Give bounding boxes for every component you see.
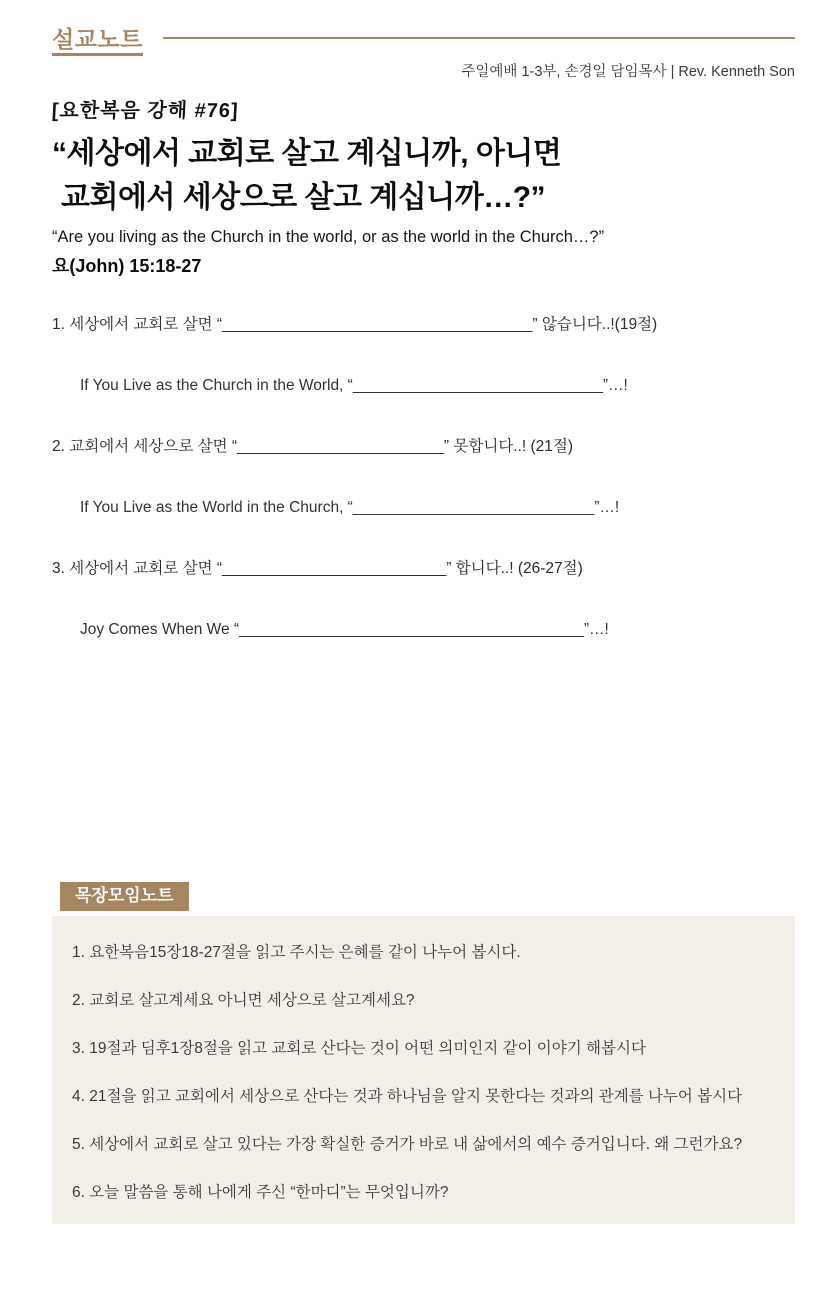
header-divider-rule: [163, 37, 795, 39]
group-question-4: 4. 21절을 읽고 교회에서 세상으로 산다는 것과 하나님을 알지 못한다는 것과의 관계를 나누어 봅시다: [72, 1088, 743, 1105]
group-notes-badge: 목장모임노트: [60, 882, 189, 911]
page-header: [52, 26, 795, 56]
outline-point-2-en: If You Live as the World in the Church, “____________________________”…!: [80, 499, 620, 516]
page-content: [52, 26, 795, 1224]
sermon-subtitle-english: “Are you living as the Church in the world, or as the world in the Church…?”: [52, 228, 605, 246]
sermon-outline: [52, 314, 795, 641]
sermon-title-line1: “세상에서 교회로 살고 계십니까, 아니면: [52, 137, 562, 170]
sermon-title-line2: 교회에서 세상으로 살고 계십니까…?”: [61, 181, 546, 214]
outline-point-3-ko: 3. 세상에서 교회로 살면 “__________________________” 합니다..! (26-27절): [52, 560, 583, 577]
group-question-1: 1. 요한복음15장18-27절을 읽고 주시는 은혜를 같이 나누어 봅시다.: [72, 944, 521, 961]
group-notes-box: [52, 916, 795, 1224]
group-question-5: 5. 세상에서 교회로 살고 있다는 가장 확실한 증거가 바로 내 삶에서의 예수 증거입니다. 왜 그런가요?: [72, 1136, 743, 1153]
group-question-6: 6. 오늘 말씀을 통해 나에게 주신 “한마디”는 무엇입니까?: [72, 1184, 449, 1201]
sermon-title: [52, 132, 795, 220]
group-question-2: 2. 교회로 살고계세요 아니면 세상으로 살고계세요?: [72, 992, 415, 1009]
series-tag-handwritten: [요한복음 강해 #76]: [51, 100, 240, 122]
outline-point-2-ko: 2. 교회에서 세상으로 살면 “________________________” 못합니다..! (21절): [52, 438, 574, 455]
doc-title: 설교노트: [52, 26, 143, 56]
outline-point-1-ko: 1. 세상에서 교회로 살면 “____________________________________” 않습니다..!(19절): [52, 316, 658, 333]
group-meeting-section: [52, 882, 795, 1224]
scripture-reference: 요(John) 15:18-27: [52, 256, 202, 276]
group-question-3: 3. 19절과 딤후1장8절을 읽고 교회로 산다는 것이 어떤 의미인지 같이 이야기 해봅시다: [72, 1040, 646, 1057]
outline-point-1-en: If You Live as the Church in the World, “_____________________________”…!: [80, 377, 628, 394]
outline-point-3-en: Joy Comes When We “________________________________________”…!: [80, 621, 609, 638]
service-pastor-line: 주일예배 1-3부, 손경일 담임목사 | Rev. Kenneth Son: [461, 64, 795, 80]
